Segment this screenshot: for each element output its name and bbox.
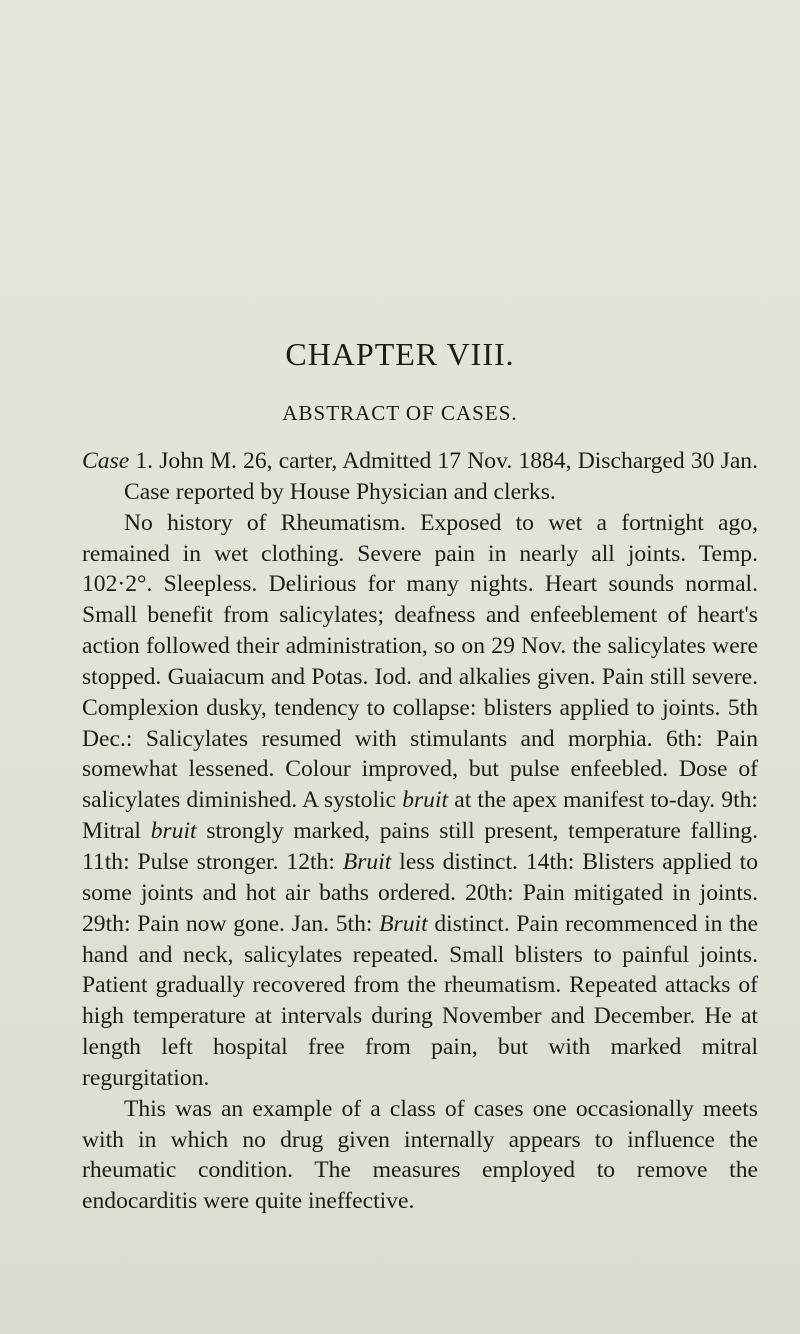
case-header-text: 1. John M. 26, carter, Admitted 17 Nov. 1884, Discharged 30 Jan. Case reported by House Physician and clerks. <box>124 448 758 505</box>
case-history-paragraph <box>82 508 758 1094</box>
text-run: at the apex manifest to-day. 9th: Mitral <box>82 787 758 845</box>
case-commentary-paragraph: This was an example of a class of cases one occasionally meets with in which no drug given internally appears to influence the rheumatic condition. The measures employed to remove the endocarditis were quite ineffective. <box>82 1095 758 1215</box>
italic-term: bruit <box>150 818 197 845</box>
italic-term: bruit <box>402 787 449 814</box>
case-header <box>82 446 758 508</box>
chapter-title: CHAPTER VIII. <box>285 336 515 372</box>
section-title: ABSTRACT OF CASES. <box>282 401 518 425</box>
text-run: distinct. Pain recommenced in the hand and neck, salicylates repeated. Small blisters to painful joints. Patient gradually recovered from the rheumatism. Repeated attacks of high temperature at intervals during November and December. He at length left hospital free from pain, but with marked mitral regurgitation. <box>82 910 758 1091</box>
case-text <box>82 446 758 1217</box>
italic-term: Bruit <box>342 848 392 875</box>
text-run: No history of Rheumatism. Exposed to wet a fortnight ago, remained in wet clothing. Severe pain in nearly all joints. Temp. 102·2°. Sleepless. Delirious for many nights. Heart sounds normal. Small benefit from salicylates; deafness and enfeeblement of heart's action followed their administration, so on 29 Nov. the salicylates were stopped. Guaiacum and Potas. Iod. and alkalies given. Pain still severe. Complexion dusky, tendency to collapse: blisters applied to joints. 5th Dec.: Salicylates resumed with stimulants and morphia. 6th: Pain somewhat lessened. Colour improved, but pulse enfeebled. Dose of salicylates diminished. A systolic <box>82 509 758 814</box>
text-run: less distinct. 14th: Blisters applied to some joints and hot air baths ordered. 20th: Pain mitigated in joints. 29th: Pain now gone. Jan. 5th: <box>82 848 758 937</box>
text-run: strongly marked, pains still present, temperature falling. 11th: Pulse stronger. 12th: <box>82 818 758 875</box>
case-label: Case <box>82 448 130 474</box>
italic-term: Bruit <box>379 910 428 937</box>
